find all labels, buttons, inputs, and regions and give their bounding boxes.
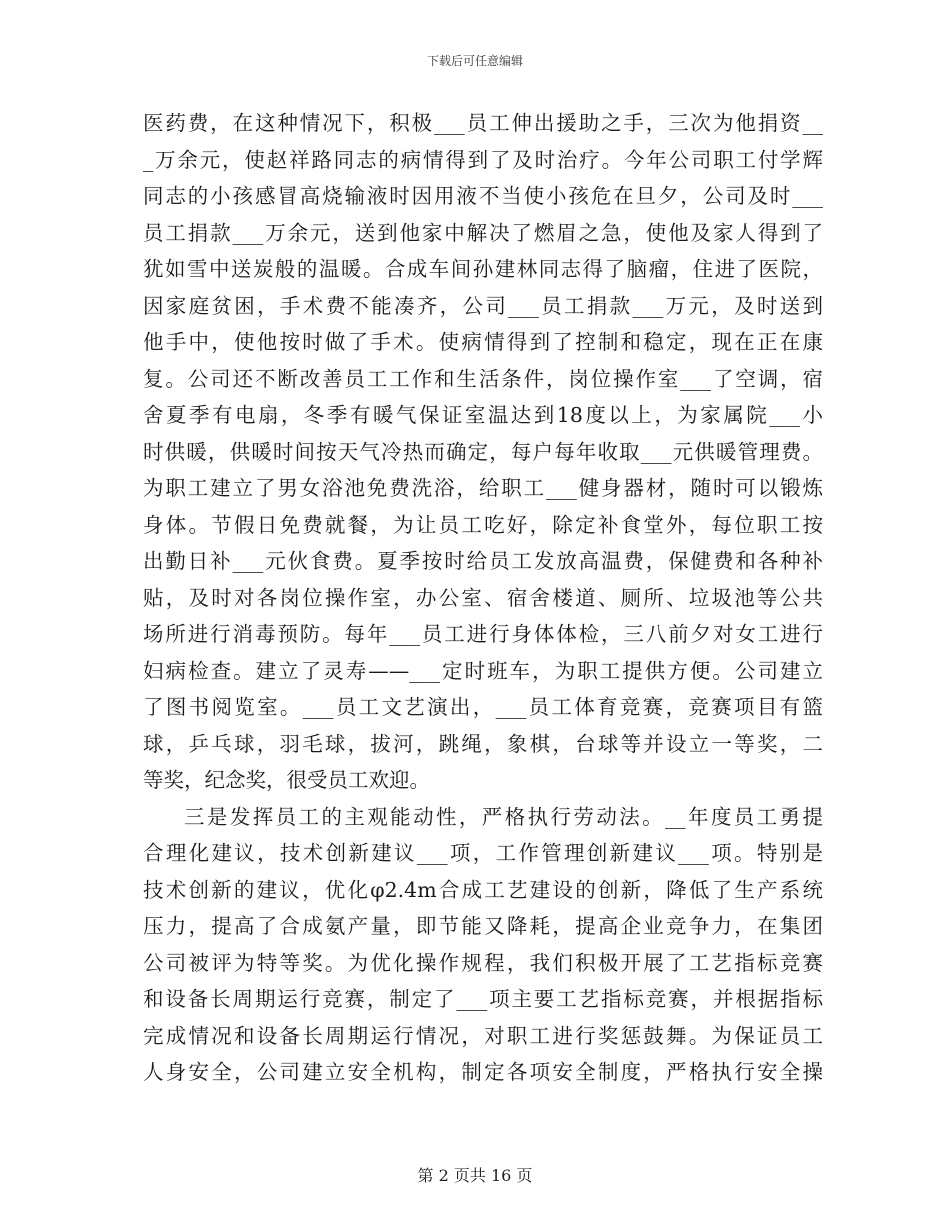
text-line: 同志的小孩感冒高烧输液时因用液不当使小孩危在旦夕，公司及时___ xyxy=(143,184,823,208)
text-line: 因家庭贫困，手术费不能凑齐，公司___员工捐款___万元，及时送到 xyxy=(143,293,823,318)
text-line: 完成情况和设备长周期运行情况，对职工进行奖惩鼓舞。为保证员工 xyxy=(143,1023,823,1048)
text-line: 为职工建立了男女浴池免费洗浴，给职工___健身器材，随时可以锻炼 xyxy=(143,476,823,500)
text-line: 出勤日补___元伙食费。夏季按时给员工发放高温费，保健费和各种补 xyxy=(143,549,823,573)
text-line: 舍夏季有电扇，冬季有暖气保证室温达到18度以上，为家属院___小 xyxy=(143,403,823,427)
paragraph-2 xyxy=(143,799,823,1091)
text-line: 员工捐款___万余元，送到他家中解决了燃眉之急，使他及家人得到了 xyxy=(143,220,823,245)
text-line: 球，乒乓球，羽毛球，拔河，跳绳，象棋，台球等并设立一等奖，二 xyxy=(143,731,823,756)
text-line: 犹如雪中送炭般的温暖。合成车间孙建林同志得了脑瘤，住进了医院， xyxy=(143,257,823,281)
page-number: 第 2 页共 16 页 xyxy=(417,1166,533,1185)
text-line: 身体。节假日免费就餐，为让员工吃好，除定补食堂外，每位职工按 xyxy=(143,512,823,537)
text-line: 公司被评为特等奖。为优化操作规程，我们积极开展了工艺指标竞赛 xyxy=(143,950,823,975)
text-line: 复。公司还不断改善员工工作和生活条件，岗位操作室___了空调，宿 xyxy=(143,366,823,391)
text-line: 人身安全，公司建立安全机构，制定各项安全制度，严格执行安全操 xyxy=(143,1060,823,1084)
text-line: 妇病检查。建立了灵寿——___定时班车，为职工提供方便。公司建立 xyxy=(143,658,823,683)
text-line: 三是发挥员工的主观能动性，严格执行劳动法。__年度员工勇提 xyxy=(184,804,823,829)
text-line: 时供暖，供暖时间按天气冷热而确定，每户每年收取___元供暖管理费。 xyxy=(143,439,823,464)
text-line: 等奖，纪念奖，很受员工欢迎。 xyxy=(143,768,430,792)
text-line: 医药费，在这种情况下，积极___员工伸出援助之手，三次为他捐资__ xyxy=(143,111,823,135)
text-line: 技术创新的建议，优化φ2.4m合成工艺建设的创新，降低了生产系统 xyxy=(143,877,823,902)
text-line: 了图书阅览室。___员工文艺演出，___员工体育竞赛，竞赛项目有篮 xyxy=(143,695,823,719)
text-line: 贴，及时对各岗位操作室，办公室、宿舍楼道、厕所、垃圾池等公共 xyxy=(143,585,823,610)
text-line: 场所进行消毒预防。每年___员工进行身体体检，三八前夕对女工进行 xyxy=(143,622,823,646)
page-header: 下载后可任意编辑 xyxy=(426,54,523,68)
document-body xyxy=(143,105,823,1091)
text-line: 合理化建议，技术创新建议___项，工作管理创新建议___项。特别是 xyxy=(143,841,823,865)
paragraph-1 xyxy=(143,105,823,799)
text-line: _万余元，使赵祥路同志的病情得到了及时治疗。今年公司职工付学辉 xyxy=(143,147,823,172)
text-line: 他手中，使他按时做了手术。使病情得到了控制和稳定，现在正在康 xyxy=(143,330,823,354)
text-line: 和设备长周期运行竞赛，制定了___项主要工艺指标竞赛，并根据指标 xyxy=(143,987,823,1011)
text-line: 压力，提高了合成氨产量，即节能又降耗，提高企业竞争力，在集团 xyxy=(143,914,823,938)
